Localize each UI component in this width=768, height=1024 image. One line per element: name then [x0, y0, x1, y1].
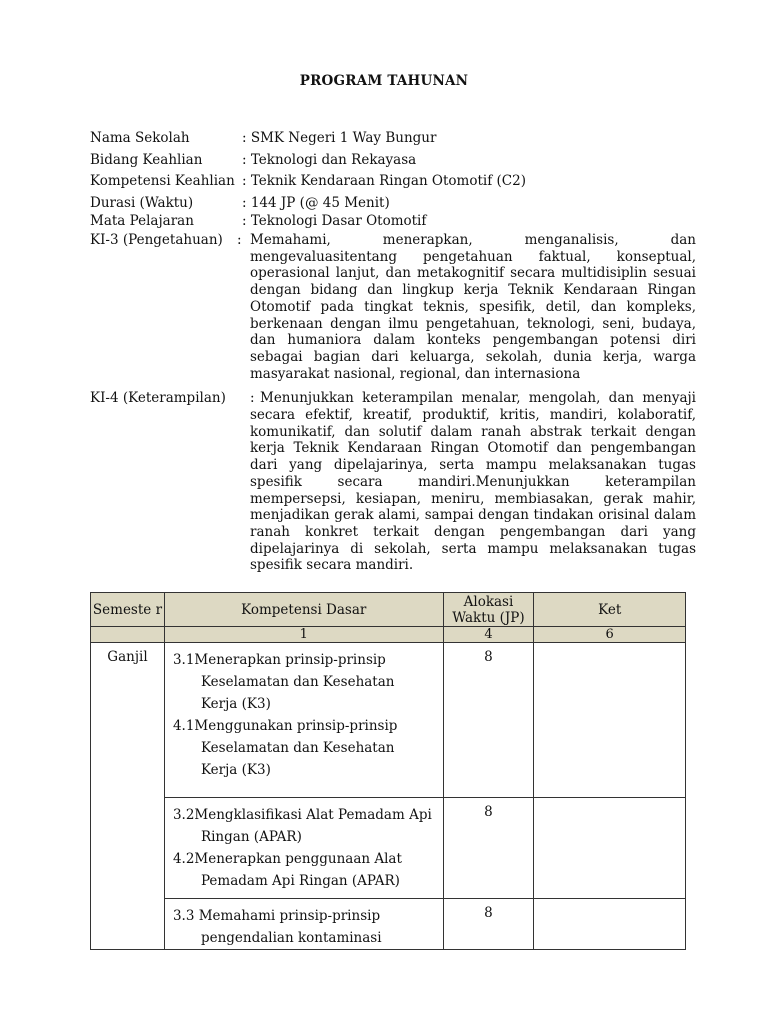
info-label: Bidang Keahlian — [90, 151, 203, 168]
number-cell: 4 — [443, 627, 534, 643]
ki4-colon: : — [250, 390, 255, 407]
header-semester: Semeste r — [91, 593, 165, 627]
ki4-text — [250, 390, 696, 574]
header-ket: Ket — [534, 593, 686, 627]
ket-cell — [534, 899, 686, 950]
kd-cell — [164, 899, 443, 950]
ki3-section — [90, 232, 700, 382]
info-row-field — [90, 150, 700, 172]
competency-table — [90, 592, 686, 950]
kd-item: 3.2Mengklasifikasi Alat Pemadam Api Ringan (APAR) — [172, 807, 432, 845]
ki4-label: KI-4 (Keterampilan) — [90, 390, 226, 407]
ki4-section — [90, 390, 700, 574]
page-title: PROGRAM TAHUNAN — [299, 73, 469, 89]
info-label: Kompetensi Keahlian — [90, 173, 235, 189]
header-kompetensi-dasar: Kompetensi Dasar — [164, 593, 443, 627]
alokasi-cell: 8 — [443, 798, 534, 899]
kd-cell — [164, 643, 443, 798]
kd-item: 3.3 Memahami prinsip-prinsip pengendalian kontaminasi — [172, 908, 382, 946]
ket-cell — [534, 643, 686, 798]
number-cell: 1 — [164, 627, 443, 643]
info-row-school — [90, 128, 700, 150]
table-row — [91, 899, 686, 950]
ki3-text — [250, 232, 696, 382]
kd-item: 4.1Menggunakan prinsip-prinsip Keselamatan dan Kesehatan Kerja (K3) — [172, 718, 398, 778]
header-alokasi-waktu: Alokasi Waktu (JP) — [443, 593, 534, 627]
ki3-label: KI-3 (Pengetahuan) — [90, 232, 223, 248]
info-row-subject — [90, 214, 700, 228]
kd-cell — [164, 798, 443, 899]
info-row-duration — [90, 193, 700, 215]
kd-item: 3.1Menerapkan prinsip-prinsip Keselamatan dan Kesehatan Kerja (K3) — [172, 652, 395, 712]
kd-item: 4.2Menerapkan penggunaan Alat Pemadam Api Ringan (APAR) — [172, 851, 402, 889]
table-number-row — [91, 627, 686, 643]
alokasi-cell: 8 — [443, 899, 534, 950]
ket-cell — [534, 798, 686, 899]
info-value: : SMK Negeri 1 Way Bungur — [242, 130, 437, 146]
info-label: Durasi (Waktu) — [90, 194, 194, 211]
info-value: : 144 JP (@ 45 Menit) — [242, 194, 390, 211]
table-header-row — [91, 593, 686, 627]
number-cell — [91, 627, 165, 643]
info-value: : Teknologi dan Rekayasa — [242, 151, 417, 168]
number-cell: 6 — [534, 627, 686, 643]
ki3-colon: : — [237, 232, 242, 248]
info-value: : Teknologi Dasar Otomotif — [242, 213, 427, 229]
semester-cell: Ganjil — [91, 643, 165, 950]
ki3-text-content: Memahami, menerapkan, menganalisis, dan mengevaluasitentang pengetahuan faktual, konseptual, operasional lanjut, dan metakognitif secara multidisiplin sesuai dengan bidang dan lingkup kerja Teknik Kendaraan Ringan Otomotif pada tingkat teknis, spesifik, detil, dan kompleks, berkenaan dengan ilmu pengetahuan, teknologi, seni, budaya, dan humaniora dalam konteks pengembangan potensi diri sebagai bagian dari keluarga, sekolah, dunia kerja, warga masyarakat nasional, regional, dan internasiona — [250, 232, 696, 382]
info-row-competency — [90, 171, 700, 193]
ki4-text-content: Menunjukkan keterampilan menalar, mengolah, dan menyaji secara efektif, kreatif, produktif, kritis, mandiri, kolaboratif, komunikatif, dan solutif dalam ranah abstrak terkait dengan kerja Teknik Kendaraan Ringan Otomotif dan pengembangan dari yang dipelajarinya, serta mampu melaksanakan tugas spesifik secara mandiri.Menunjukkan keterampilan mempersepsi, kesiapan, meniru, membiasakan, gerak mahir, menjadikan gerak alami, sampai dengan tindakan orisinal dalam ranah konkret terkait dengan pengembangan dari yang dipelajarinya di sekolah, serta mampu melaksanakan tugas spesifik secara mandiri. — [250, 390, 696, 574]
identity-block — [90, 128, 700, 574]
table-row — [91, 643, 686, 798]
info-label: Nama Sekolah — [90, 130, 190, 146]
info-value: : Teknik Kendaraan Ringan Otomotif (C2) — [242, 173, 526, 189]
alokasi-cell: 8 — [443, 643, 534, 798]
table-row — [91, 798, 686, 899]
info-label: Mata Pelajaran — [90, 213, 194, 229]
